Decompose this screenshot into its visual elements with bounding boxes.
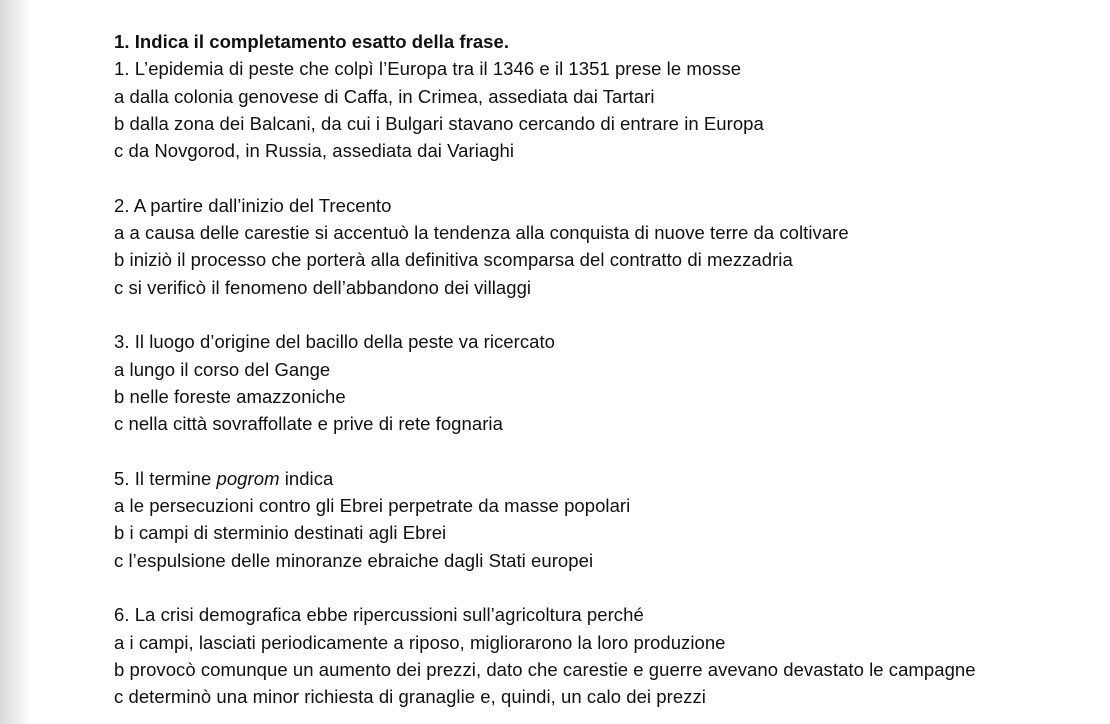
option-a: a a causa delle carestie si accentuò la tendenza alla conquista di nuove terre da coltivare <box>114 222 849 244</box>
option-c: c da Novgorod, in Russia, assediata dai Variaghi <box>114 140 515 162</box>
question-5 <box>114 465 1104 574</box>
option-b: b i campi di sterminio destinati agli Ebrei <box>114 522 447 544</box>
option-c: c si verificò il fenomeno dell’abbandono dei villaggi <box>114 276 532 298</box>
option-b: b iniziò il processo che porterà alla definitiva scomparsa del contratto di mezzadria <box>114 249 793 271</box>
exercise-title: 1. Indica il completamento esatto della frase. <box>114 31 510 52</box>
option-b: b provocò comunque un aumento dei prezzi, dato che carestie e guerre avevano devastato le campagne <box>114 658 976 680</box>
question-stem: 6. La crisi demografica ebbe ripercussioni sull’agricoltura perché <box>114 604 644 626</box>
option-a: a i campi, lasciati periodicamente a riposo, migliorarono la loro produzione <box>114 631 726 653</box>
question-stem <box>114 465 1104 492</box>
question-1 <box>114 55 1104 164</box>
question-stem: 1. L’epidemia di peste che colpì l’Europa tra il 1346 e il 1351 prese le mosse <box>114 58 742 80</box>
option-b: b nelle foreste amazzoniche <box>114 385 346 407</box>
question-stem: 3. Il luogo d’origine del bacillo della peste va ricercato <box>114 331 555 353</box>
option-c: c determinò una minor richiesta di granaglie e, quindi, un calo dei prezzi <box>114 686 706 708</box>
option-a: a dalla colonia genovese di Caffa, in Crimea, assediata dai Tartari <box>114 85 655 107</box>
page-edge-shadow <box>0 0 30 724</box>
stem-prefix: 5. Il termine <box>114 467 217 489</box>
option-c: c l’espulsione delle minoranze ebraiche dagli Stati europei <box>114 549 594 571</box>
question-stem: 2. A partire dall’inizio del Trecento <box>114 194 392 216</box>
question-2 <box>114 192 1104 301</box>
stem-suffix: indica <box>279 467 334 489</box>
question-3 <box>114 328 1104 437</box>
option-a: a le persecuzioni contro gli Ebrei perpetrate da masse popolari <box>114 495 631 517</box>
option-a: a lungo il corso del Gange <box>114 358 331 380</box>
option-c: c nella città sovraffollate e prive di rete fognaria <box>114 413 503 435</box>
question-6 <box>114 601 1104 710</box>
stem-emphasis: pogrom <box>216 467 280 489</box>
option-b: b dalla zona dei Balcani, da cui i Bulgari stavano cercando di entrare in Europa <box>114 112 764 134</box>
exercise-content <box>114 28 1104 710</box>
